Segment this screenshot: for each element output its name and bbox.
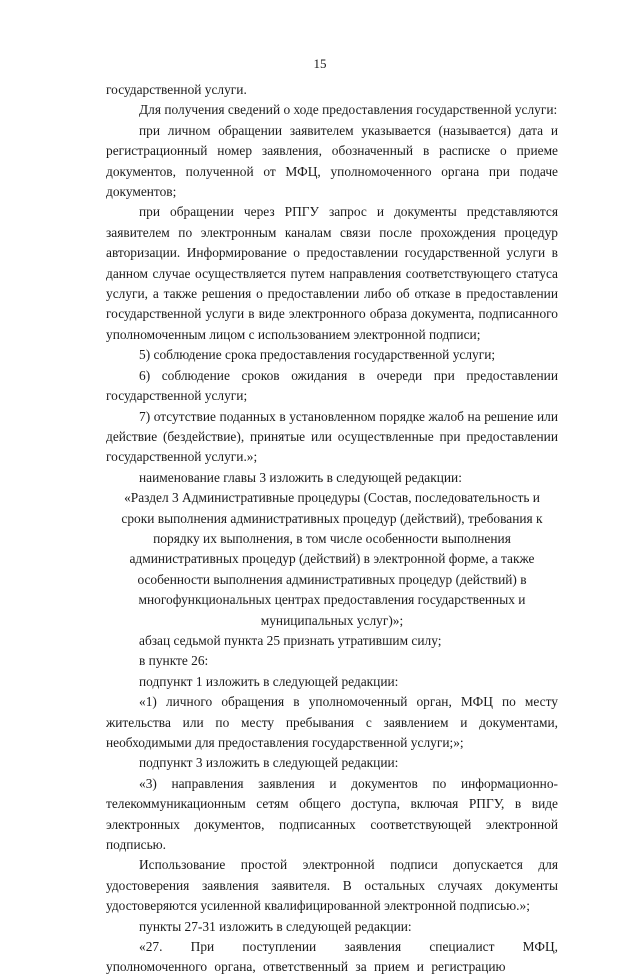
paragraph: при личном обращении заявителем указывается (называется) дата и регистрационный номер заявления, обозначенный в расписке о приеме документов, полученной от МФЦ, уполномоченного органа при подаче документов; [106,122,558,200]
paragraph: 5) соблюдение срока предоставления государственной услуги; [139,347,496,363]
paragraph: подпункт 1 изложить в следующей редакции: [139,673,399,689]
paragraph: «Раздел 3 Административные процедуры (Состав, последовательность и сроки выполнения административных процедур (действий), требования к порядку их выполнения, в том числе особенности выполнения административных процедур (действий) в электронной форме, а также особенности выполнения административных процедур (действий) в многофункциональных центрах предоставления государственных и муниципальных услуг)»; [121,490,543,628]
paragraph: 6) соблюдение сроков ожидания в очереди при предоставлении государственной услуги; [106,367,558,404]
paragraph: «1) личного обращения в уполномоченный орган, МФЦ по месту жительства или по месту пребывания с заявлением и документами, необходимыми для предоставления государственной услуги;»; [106,694,558,750]
paragraph: «3) направления заявления и документов по информационно-телекоммуникационным сетям общего доступа, включая РПГУ, в виде электронных документов, подписанных соответствующей электронной подписью. [106,775,558,853]
paragraph: при обращении через РПГУ запрос и документы представляются заявителем по электронным каналам связи после прохождения процедур авторизации. Информирование о предоставлении государственной услуги в данном случае осуществляется путем направления соответствующего статуса услуги, а также решения о предоставлении либо об отказе в предоставлении государственной услуги в виде электронного образа документа, подписанного уполномоченным лицом с использованием электронной подписи; [106,204,558,342]
paragraph: Использование простой электронной подписи допускается для удостоверения заявления заявителя. В остальных случаях документы удостоверяются усиленной квалифицированной электронной подписью.»; [106,857,558,914]
paragraph: наименование главы 3 изложить в следующей редакции: [139,469,462,485]
paragraph: пункты 27-31 изложить в следующей редакции: [139,918,412,934]
page-number: 15 [313,56,327,71]
paragraph: в пункте 26: [139,653,209,669]
paragraph: подпункт 3 изложить в следующей редакции: [139,755,399,771]
paragraph: государственной услуги. [106,82,247,97]
document-body [106,80,558,978]
paragraph: абзац седьмой пункта 25 признать утратившим силу; [139,632,442,648]
paragraph: 7) отсутствие поданных в установленном порядке жалоб на решение или действие (бездействие), принятые или осуществленные при предоставлении государственной услуги.»; [106,408,558,465]
paragraph: Для получения сведений о ходе предоставления государственной услуги: [139,102,558,118]
paragraph: «27. При поступлении заявления специалист МФЦ, уполномоченного органа, ответственный за прием и регистрацию [106,939,558,975]
